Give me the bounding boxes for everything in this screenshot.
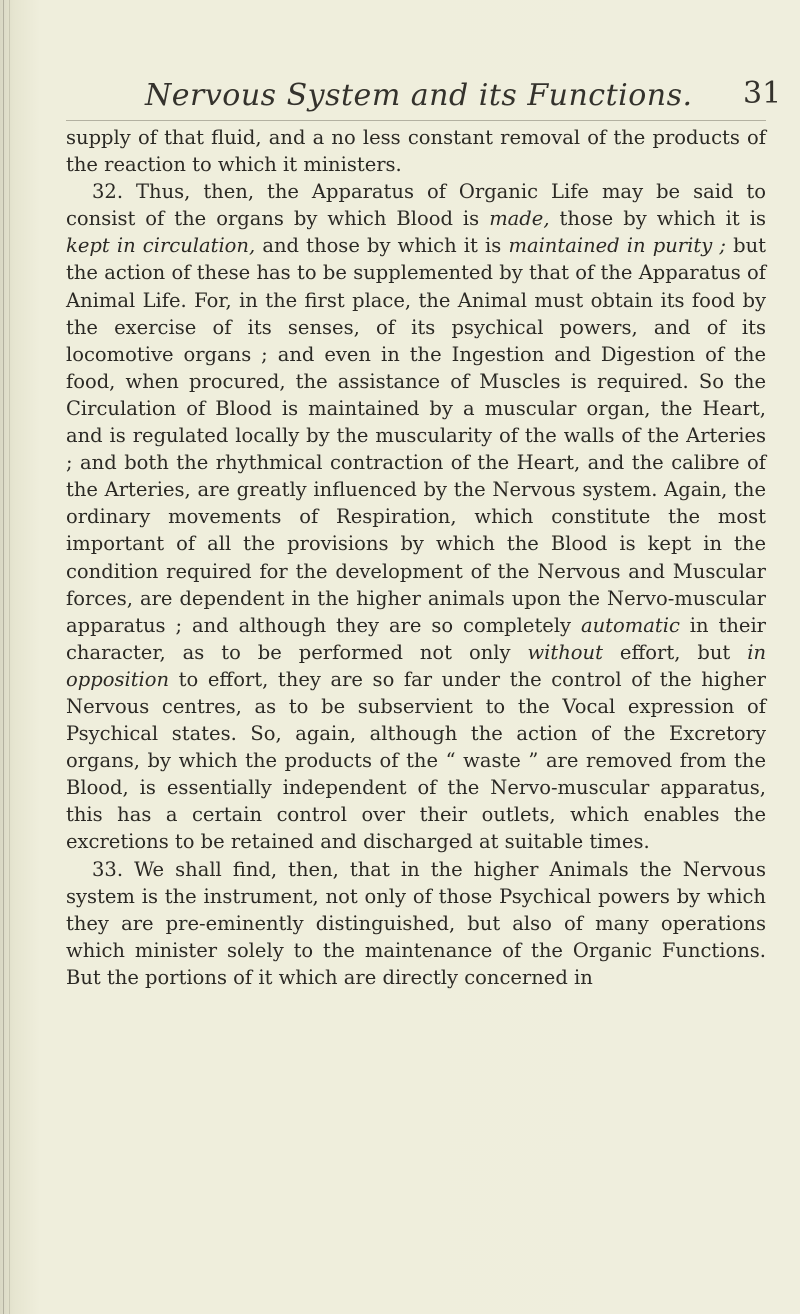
text-run: and those by which it is [255,234,509,258]
italic-run: made, [489,207,550,231]
text-run: but the action of these has to be supplemented by that of the Apparatus of Animal Life. For, in the first place, the Animal must obtain its food by the exercise of its senses, of its psychical powers, and of its locomotive organs ; and even in the Ingestion and Digestion of the food, when procured, the assistance of Muscles is required. So the Circulation of Blood is maintained by a muscular organ, the Heart, and is regulated locally by the muscularity of the walls of the Arteries ; and both the rhythmical contraction of the Heart, and the calibre of the Arteries, are greatly influenced by the Nervous system. Again, the ordinary movements of Respiration, which constitute the most important of all the provisions by which the Blood is kept in the condition required for the development of the Nervous and Muscular forces, are dependent in the higher animals upon the Nervo-muscular apparatus ; and although they are so completely [66,234,766,637]
section-number: 33. [92,857,124,881]
header-rule [66,120,766,121]
text-run: in their character, as to be performed not only [66,613,767,664]
gutter-edge-line [9,0,10,1314]
running-title: Nervous System and its Functions. [145,78,693,113]
italic-run: kept in circulation, [66,234,256,258]
paragraph-33 [66,856,766,991]
text-run: effort, but [602,640,748,664]
italic-run: without [527,640,603,664]
text-run: those by which it is [549,207,766,231]
italic-run: maintained in purity ; [508,234,726,258]
text-run: Thus, then, the Apparatus of Organic Life may be said to consist of the organs by which Blood is [66,180,766,231]
page-number: 31 [743,76,782,111]
gutter-edge-line [3,0,4,1314]
body-text [66,124,766,991]
italic-run: in opposition [66,640,766,691]
paragraph-32 [66,178,766,855]
paragraph: supply of that fluid, and a no less constant removal of the products of the reaction to which it ministers. [66,126,766,177]
section-number: 32. [92,180,124,204]
text-run: to effort, they are so far under the control of the higher Nervous centres, as to be subservient to the Vocal expression of Psychical states. So, again, although the action of the Excretory organs, by which the products of the “ waste ” are removed from the Blood, is essentially independent of the Nervo-muscular apparatus, this has a certain control over their outlets, which enables the excretions to be retained and discharged at suitable times. [66,667,766,854]
italic-run: automatic [581,613,680,637]
text-run: We shall find, then, that in the higher Animals the Nervous system is the instrument, not only of those Psychical powers by which they are pre-eminently distinguished, but also of many operations which minister solely to the maintenance of the Organic Functions. But the portions of it which are directly concerned in [66,857,766,989]
